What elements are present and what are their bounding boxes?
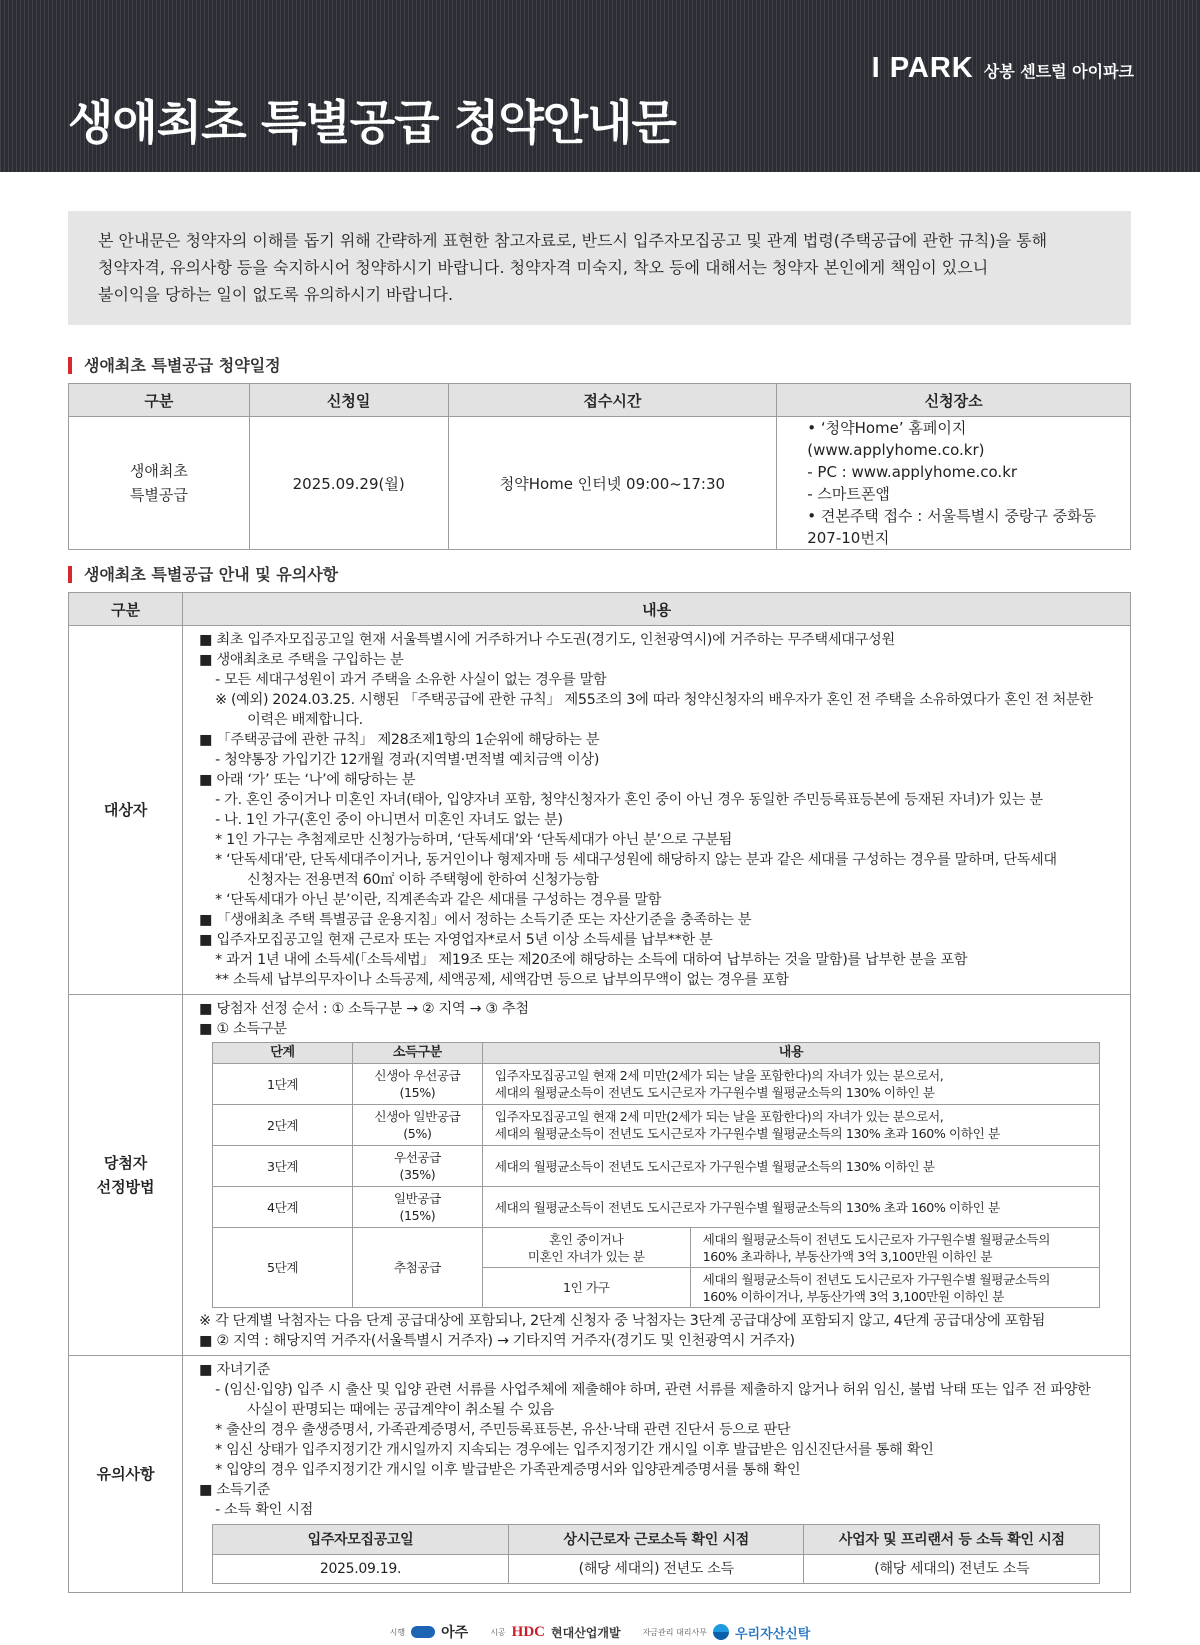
place-line: - PC : www.applyhome.co.kr <box>807 463 1018 481</box>
type-line: 일반공급 <box>393 1191 441 1206</box>
content-line: - 청약통장 가입기간 12개월 경과(지역별·면적별 예치금액 이상) <box>215 752 600 768</box>
stage-cell: 5단계 <box>213 1228 353 1308</box>
selection-order: ■ 당첨자 선정 순서 : ① 소득구분 → ② 지역 → ③ 추첨 <box>199 1001 529 1017</box>
schedule-time: 청약Home 인터넷 09:00~17:30 <box>448 417 777 550</box>
place-line: - 스마트폰앱 <box>807 485 890 503</box>
income-row <box>213 1146 1100 1187</box>
stage-cell: 1단계 <box>213 1064 353 1105</box>
caution-content <box>183 1356 1131 1593</box>
type-line: (15%) <box>399 1208 436 1223</box>
content-line: ■ 「생애최초 주택 특별공급 운용지침」에서 정하는 소득기준 또는 자산기준을 충족하는 분 <box>199 912 752 928</box>
type-line: 신생아 일반공급 <box>374 1109 461 1124</box>
basis-header-cell: 상시근로자 근로소득 확인 시점 <box>508 1525 804 1555</box>
builder-label: 시행 <box>389 1627 406 1637</box>
footer <box>0 1622 1200 1642</box>
category-line: 생애최초 <box>129 462 188 480</box>
content-line: * ‘단독세대가 아닌 분’이란, 직계존속과 같은 세대를 구성하는 경우를 말함 <box>215 892 662 908</box>
caution-row <box>69 1356 1131 1593</box>
income-basis-table <box>212 1524 1100 1584</box>
income-header-cell: 내용 <box>482 1043 1099 1064</box>
selection-row <box>69 995 1131 1356</box>
info-section-title: 생애최초 특별공급 안내 및 유의사항 <box>68 566 338 583</box>
type-line: 신생아 우선공급 <box>374 1068 461 1083</box>
schedule-header-cell: 구분 <box>69 384 250 417</box>
footer-trust <box>643 1623 811 1642</box>
income-content-line: 세대의 월평균소득이 전년도 도시근로자 가구원수별 월평균소득의 <box>702 1231 1051 1247</box>
info-header-row <box>69 593 1131 626</box>
sub-type-cell: 1인 가구 <box>482 1268 690 1308</box>
content-line: * ‘단독세대’란, 단독세대주이거나, 동거인이나 형제자매 등 세대구성원에 해당하지 않는 분과 같은 세대를 구성하는 경우를 말하며, 단독세대 <box>215 852 1057 868</box>
trust-name: 우리자산신탁 <box>734 1626 811 1642</box>
income-content-line: 세대의 월평균소득이 전년도 도시근로자 가구원수별 월평균소득의 130% 이하인 분 <box>494 1085 935 1100</box>
income-content-line: 160% 이하이거나, 부동산가액 3억 3,100만원 이하인 분 <box>702 1288 1004 1304</box>
income-row <box>213 1105 1100 1146</box>
content-line: ■ 최초 입주자모집공고일 현재 서울특별시에 거주하거나 수도권(경기도, 인천광역시)에 거주하는 무주택세대구성원 <box>199 632 895 648</box>
income-content-line: 입주자모집공고일 현재 2세 미만(2세가 되는 날을 포함한다)의 자녀가 있는 분으로서, <box>494 1109 944 1124</box>
stage-cell: 2단계 <box>213 1105 353 1146</box>
caution-lines <box>199 1360 1118 1520</box>
type-line: 우선공급 <box>393 1150 441 1165</box>
header-banner <box>0 0 1200 172</box>
income-content-cell <box>690 1228 1100 1268</box>
schedule-header-cell: 신청일 <box>249 384 448 417</box>
income-content-cell <box>482 1064 1099 1105</box>
content-line: ** 소득세 납부의무자이나 소득공제, 세액공제, 세액감면 등으로 납부의무액이 없는 경우를 포함 <box>215 972 789 988</box>
footer-builder <box>390 1622 469 1642</box>
sub-type-line: 미혼인 자녀가 있는 분 <box>527 1248 645 1264</box>
schedule-date: 2025.09.29(월) <box>249 417 448 550</box>
income-content-cell: 세대의 월평균소득이 전년도 도시근로자 가구원수별 월평균소득의 130% 초과 160% 이하인 분 <box>482 1187 1099 1228</box>
content-line: ※ (예외) 2024.03.25. 시행된 「주택공급에 관한 규칙」 제55조의 3에 따라 청약신청자의 배우자가 혼인 전 주택을 소유하였다가 혼인 전 처분한 <box>215 692 1093 708</box>
basis-row <box>213 1555 1100 1584</box>
selection-label-line: 당첨자 <box>103 1154 148 1172</box>
place-line: • ‘청약Home’ 홈페이지 (www.applyhome.co.kr) <box>807 419 985 459</box>
selection-label-line: 선정방법 <box>96 1178 155 1196</box>
info-header-cell: 내용 <box>183 593 1131 626</box>
content-line: ■ 소득기준 <box>199 1482 271 1498</box>
ajou-logo-icon <box>411 1626 435 1638</box>
target-row <box>69 626 1131 995</box>
content-line: ■ 「주택공급에 관한 규칙」 제28조제1항의 1순위에 해당하는 분 <box>199 732 600 748</box>
basis-cell: (해당 세대의) 전년도 소득 <box>804 1555 1100 1584</box>
schedule-table <box>68 383 1131 550</box>
sub-type-cell <box>482 1228 690 1268</box>
basis-cell: (해당 세대의) 전년도 소득 <box>508 1555 804 1584</box>
schedule-place <box>777 417 1131 550</box>
page-title: 생애최초 특별공급 청약안내문 <box>68 96 676 151</box>
type-line: (15%) <box>399 1085 436 1100</box>
info-header-cell: 구분 <box>69 593 183 626</box>
schedule-category <box>69 417 250 550</box>
income-content-line: 160% 초과하나, 부동산가액 3억 3,100만원 이하인 분 <box>702 1248 993 1264</box>
selection-label <box>69 995 183 1356</box>
basis-cell: 2025.09.19. <box>213 1555 509 1584</box>
selection-region: ■ ② 지역 : 해당지역 거주자(서울특별시 거주자) → 기타지역 거주자(경기도 및 인천광역시 거주자) <box>199 1333 795 1349</box>
place-line: • 견본주택 접수 : 서울특별시 중랑구 중화동 207-10번지 <box>807 507 1097 547</box>
content-line: ■ 아래 ‘가’ 또는 ‘나’에 해당하는 분 <box>199 772 416 788</box>
content-line: 신청자는 전용면적 60㎡ 이하 주택형에 한하여 신청가능함 <box>247 872 599 888</box>
constructor-label: 시공 <box>490 1627 506 1637</box>
income-table <box>212 1042 1100 1308</box>
type-line: (35%) <box>399 1167 436 1182</box>
content-line: - 모든 세대구성원이 과거 주택을 소유한 사실이 없는 경우를 말함 <box>215 672 607 688</box>
income-content-cell <box>690 1268 1100 1308</box>
content-line: * 임신 상태가 입주지정기간 개시일까지 지속되는 경우에는 입주지정기간 개시일 이후 발급받은 임신진단서를 통해 확인 <box>215 1442 934 1458</box>
stage-cell: 3단계 <box>213 1146 353 1187</box>
income-content-line: 입주자모집공고일 현재 2세 미만(2세가 되는 날을 포함한다)의 자녀가 있는 분으로서, <box>494 1068 944 1083</box>
category-line: 특별공급 <box>129 486 188 504</box>
sub-type-line: 혼인 중이거나 <box>549 1231 624 1247</box>
notice-line: 불이익을 당하는 일이 없도록 유의하시기 바랍니다. <box>98 285 454 304</box>
income-content-line: 세대의 월평균소득이 전년도 도시근로자 가구원수별 월평균소득의 130% 초과 160% 이하인 분 <box>494 1126 1000 1141</box>
footer-constructor <box>490 1624 620 1641</box>
content-line: 이력은 배제합니다. <box>247 712 363 728</box>
income-content-cell: 세대의 월평균소득이 전년도 도시근로자 가구원수별 월평균소득의 130% 이하인 분 <box>482 1146 1099 1187</box>
schedule-header-cell: 접수시간 <box>448 384 777 417</box>
selection-note: ※ 각 단계별 낙첨자는 다음 단계 공급대상에 포함되나, 2단계 신청자 중 낙첨자는 3단계 공급대상에 포함되지 않고, 4단계 공급대상에 포함됨 <box>199 1313 1045 1329</box>
builder-name: 아주 <box>441 1625 469 1641</box>
income-content-cell <box>482 1105 1099 1146</box>
content-line: - 나. 1인 가구(혼인 중이 아니면서 미혼인 자녀도 없는 분) <box>215 812 563 828</box>
target-content <box>183 626 1131 995</box>
notice-line: 본 안내문은 청약자의 이해를 돕기 위해 간략하게 표현한 참고자료로, 반드시 입주자모집공고 및 관계 법령(주택공급에 관한 규칙)을 통해 <box>98 231 1048 250</box>
schedule-row <box>69 417 1131 550</box>
income-header-row <box>213 1043 1100 1064</box>
notice-line: 청약자격, 유의사항 등을 숙지하시어 청약하시기 바랍니다. 청약자격 미숙지, 착오 등에 대해서는 청약자 본인에게 책임이 있으니 <box>98 258 989 277</box>
brand <box>872 52 1134 85</box>
basis-header-cell: 입주자모집공고일 <box>213 1525 509 1555</box>
content-line: * 출산의 경우 출생증명서, 가족관계증명서, 주민등록표등본, 유산·낙태 관련 진단서 등으로 판단 <box>215 1422 791 1438</box>
target-label: 대상자 <box>69 626 183 995</box>
content-line: ■ 생애최초로 주택을 구입하는 분 <box>199 652 404 668</box>
type-cell <box>352 1146 482 1187</box>
type-line: (5%) <box>403 1126 432 1141</box>
notice-box <box>68 211 1131 325</box>
content-line: - 가. 혼인 중이거나 미혼인 자녀(태아, 입양자녀 포함, 청약신청자가 혼인 중이 아닌 경우 동일한 주민등록표등본에 등재된 자녀)가 있는 분 <box>215 792 1043 808</box>
content-line: - 소득 확인 시점 <box>215 1502 314 1518</box>
content-line: * 1인 가구는 추첨제로만 신청가능하며, ‘단독세대’와 ‘단독세대가 아닌 분’으로 구분됨 <box>215 832 732 848</box>
type-cell <box>352 1064 482 1105</box>
basis-header-row <box>213 1525 1100 1555</box>
income-content-line: 세대의 월평균소득이 전년도 도시근로자 가구원수별 월평균소득의 <box>702 1271 1051 1287</box>
content-line: ■ 입주자모집공고일 현재 근로자 또는 자영업자*로서 5년 이상 소득세를 납부**한 분 <box>199 932 713 948</box>
income-row <box>213 1228 1100 1268</box>
woori-logo-icon <box>713 1624 729 1640</box>
type-cell <box>352 1187 482 1228</box>
schedule-section-title: 생애최초 특별공급 청약일정 <box>68 357 281 374</box>
content-line: ■ 자녀기준 <box>199 1362 271 1378</box>
type-cell <box>352 1105 482 1146</box>
schedule-header-row <box>69 384 1131 417</box>
content-line: - (임신·입양) 입주 시 출산 및 입양 관련 서류를 사업주체에 제출해야 하며, 관련 서류를 제출하지 않거나 허위 임신, 불법 낙태 또는 입주 전 파양한 <box>215 1382 1091 1398</box>
brand-name: 상봉 센트럴 아이파크 <box>983 62 1134 81</box>
hdc-logo: HDC <box>511 1623 546 1640</box>
income-title: ■ ① 소득구분 <box>199 1021 287 1037</box>
info-table <box>68 592 1131 1593</box>
income-header-cell: 단계 <box>213 1043 353 1064</box>
trust-label: 자금관리 대리사무 <box>642 1627 707 1637</box>
income-row <box>213 1064 1100 1105</box>
caution-label: 유의사항 <box>69 1356 183 1593</box>
content-line: * 입양의 경우 입주지정기간 개시일 이후 발급받은 가족관계증명서와 입양관계증명서를 통해 확인 <box>215 1462 801 1478</box>
income-header-cell: 소득구분 <box>352 1043 482 1064</box>
constructor-name: 현대산업개발 <box>551 1625 621 1640</box>
type-cell: 추첨공급 <box>352 1228 482 1308</box>
selection-content <box>183 995 1131 1356</box>
basis-header-cell: 사업자 및 프리랜서 등 소득 확인 시점 <box>804 1525 1100 1555</box>
stage-cell: 4단계 <box>213 1187 353 1228</box>
schedule-header-cell: 신청장소 <box>777 384 1131 417</box>
brand-logo: I PARK <box>871 52 974 84</box>
content-line: 사실이 판명되는 때에는 공급계약이 취소될 수 있음 <box>247 1402 554 1418</box>
content-line: * 과거 1년 내에 소득세(「소득세법」 제19조 또는 제20조에 해당하는 소득에 대하여 납부하는 것을 말함)를 납부한 분을 포함 <box>215 952 968 968</box>
income-row <box>213 1187 1100 1228</box>
